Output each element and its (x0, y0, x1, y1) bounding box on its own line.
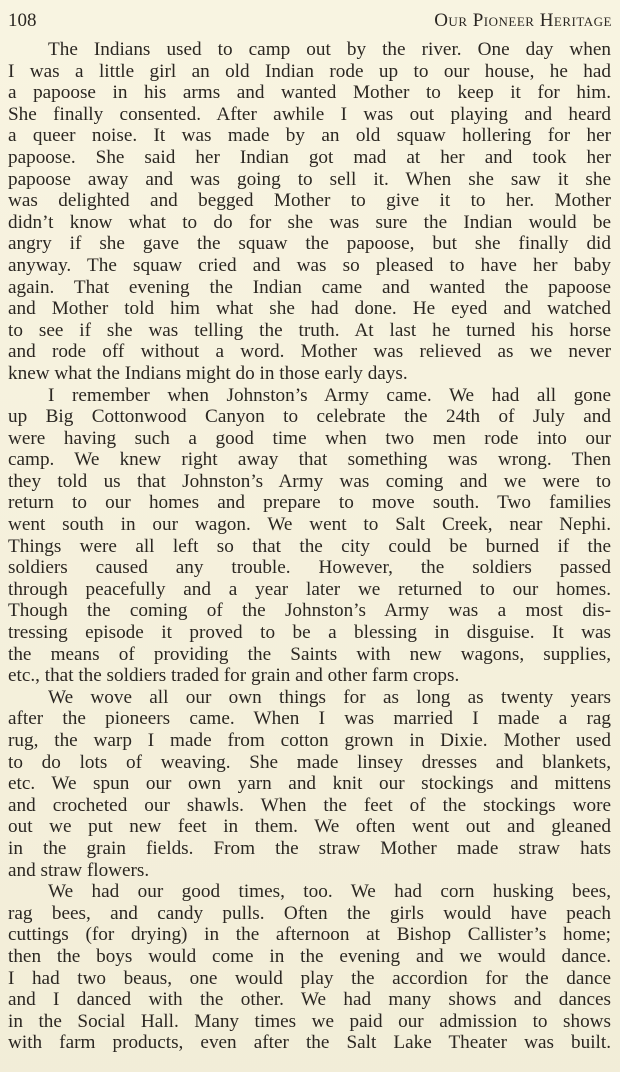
page-header (8, 9, 612, 33)
text-line: papoose. She said her Indian got mad at her and took her (8, 146, 611, 168)
text-line: and straw flowers. (8, 859, 150, 881)
text-line: to do lots of weaving. She made linsey dresses and blankets, (8, 751, 611, 773)
text-line: then the boys would come in the evening and we would dance. (8, 945, 611, 967)
text-line: I was a little girl an old Indian rode up to our house, he had (8, 60, 611, 82)
text-line: knew what the Indians might do in those early days. (8, 362, 408, 384)
text-line: and rode off without a word. Mother was relieved as we never (8, 341, 611, 363)
paragraph-weaving (8, 687, 611, 881)
text-line: rug, the warp I made from cotton grown in Dixie. Mother used (8, 730, 611, 751)
text-line: with farm products, even after the Salt Lake Theater was built. (8, 1032, 611, 1054)
text-line: a papoose in his arms and wanted Mother to keep it for him. (8, 82, 611, 104)
paragraph-good-times (8, 881, 611, 1054)
text-line: angry if she gave the squaw the papoose, but she finally did (8, 233, 611, 255)
text-line: after the pioneers came. When I was married I made a rag (8, 708, 611, 730)
text-line: they told us that Johnston’s Army was coming and we were to (8, 470, 611, 492)
text-line: the means of providing the Saints with new wagons, supplies, (8, 643, 611, 665)
text-line: cuttings (for drying) in the afternoon at Bishop Callister’s home; (8, 924, 611, 946)
text-line: and Mother told him what she had done. He eyed and watched (8, 298, 611, 320)
text-line: a queer noise. It was made by an old squaw hollering for her (8, 125, 611, 147)
text-line: was delighted and begged Mother to give it to her. Mother (8, 190, 611, 212)
text-line: anyway. The squaw cried and was so pleased to have her baby (8, 254, 611, 276)
text-line: She finally consented. After awhile I was out playing and heard (8, 103, 611, 125)
text-line: and I danced with the other. We had many shows and dances (8, 989, 611, 1011)
text-line: rag bees, and candy pulls. Often the girls would have peach (8, 902, 611, 924)
text-line: tressing episode it proved to be a blessing in disguise. It was (8, 622, 611, 644)
text-line: and crocheted our shawls. When the feet of the stockings wore (8, 794, 611, 816)
text-line: up Big Cottonwood Canyon to celebrate the 24th of July and (8, 406, 611, 428)
text-line: went south in our wagon. We went to Salt Creek, near Nephi. (8, 514, 611, 536)
text-line: return to our homes and prepare to move south. Two families (8, 492, 611, 514)
text-line: The Indians used to camp out by the river. One day when (48, 39, 611, 60)
running-title: Our Pioneer Heritage (434, 10, 612, 31)
text-line: papoose away and was going to sell it. When she saw it she (8, 168, 611, 190)
text-line: etc., that the soldiers traded for grain and other farm crops. (8, 665, 460, 687)
text-line: soldiers caused any trouble. However, the soldiers passed (8, 557, 611, 579)
text-line: in the Social Hall. Many times we paid our admission to shows (8, 1010, 611, 1032)
body-text (8, 39, 611, 1054)
text-line: in the grain fields. From the straw Mother made straw hats (8, 837, 611, 859)
page-number: 108 (8, 10, 37, 31)
text-line: I remember when Johnston’s Army came. We had all gone (48, 384, 611, 406)
paragraph-indian-papoose (8, 39, 611, 385)
paragraph-johnstons-army (8, 385, 611, 687)
text-line: Things were all left so that the city could be burned if the (8, 535, 611, 557)
text-line: I had two beaus, one would play the accordion for the dance (8, 967, 611, 989)
text-line: to see if she was telling the truth. At last he turned his horse (8, 319, 611, 341)
text-line: out we put new feet in them. We often went out and gleaned (8, 816, 611, 838)
text-line: etc. We spun our own yarn and knit our stockings and mittens (8, 773, 611, 795)
text-line: camp. We knew right away that something was wrong. Then (8, 449, 611, 471)
text-line: We had our good times, too. We had corn husking bees, (48, 881, 611, 903)
text-line: were having such a good time when two men rode into our (8, 427, 611, 449)
text-line: didn’t know what to do for she was sure the Indian would be (8, 211, 611, 233)
text-line: again. That evening the Indian came and wanted the papoose (8, 276, 611, 298)
text-line: through peacefully and a year later we returned to our homes. (8, 578, 611, 600)
text-line: Though the coming of the Johnston’s Army was a most dis- (8, 600, 611, 622)
text-line: We wove all our own things for as long as twenty years (48, 686, 611, 708)
